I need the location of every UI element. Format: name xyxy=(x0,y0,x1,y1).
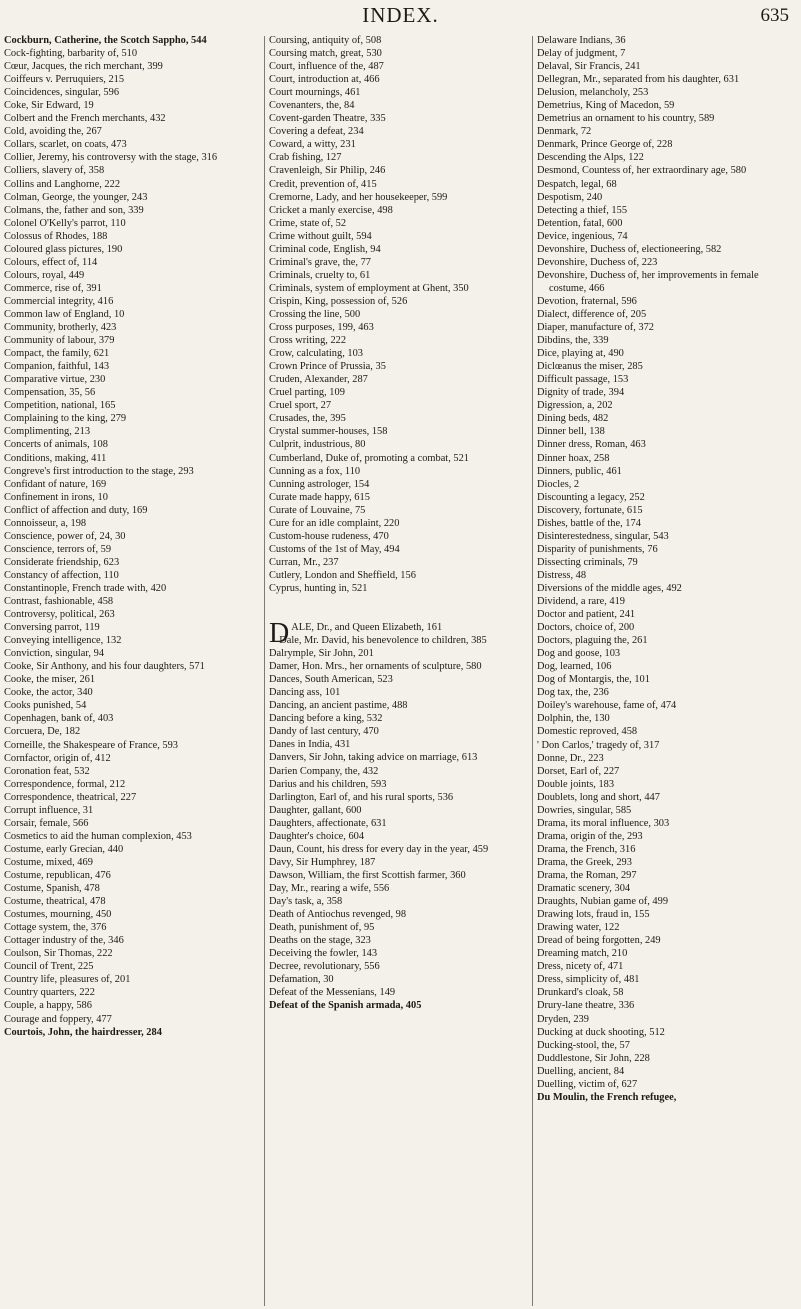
index-entry: Dinner bell, 138 xyxy=(537,426,605,438)
index-entry: Doctors, choice of, 200 xyxy=(537,622,635,634)
index-entry: Dancing, an ancient pastime, 488 xyxy=(269,700,408,712)
index-entry: Dandy of last century, 470 xyxy=(269,726,379,738)
index-entry: Duelling, ancient, 84 xyxy=(537,1065,625,1077)
index-entry: Costumes, mourning, 450 xyxy=(4,909,112,921)
index-entry: Diocles, 2 xyxy=(537,478,580,490)
index-entry: Compensation, 35, 56 xyxy=(4,387,96,399)
index-entry: Criminals, system of employment at Ghent, 350 xyxy=(269,282,469,294)
index-entry: Dining beds, 482 xyxy=(537,413,609,425)
index-entry: Dialect, difference of, 205 xyxy=(537,308,647,320)
index-entry: Cottage system, the, 376 xyxy=(4,922,107,934)
index-entry: Danvers, Sir John, taking advice on marriage, 613 xyxy=(269,752,478,764)
index-entry: Crime without guilt, 594 xyxy=(269,230,372,242)
index-entry: Devonshire, Duchess of, electioneering, 582 xyxy=(537,243,722,255)
index-entry: Criminals, cruelty to, 61 xyxy=(269,269,371,281)
index-entry: Devonshire, Duchess of, 223 xyxy=(537,256,658,268)
index-entry: Costume, mixed, 469 xyxy=(4,856,93,868)
index-entry: Credit, prevention of, 415 xyxy=(269,178,377,190)
index-entry: Deceiving the fowler, 143 xyxy=(269,948,378,960)
index-entry: Community, brotherly, 423 xyxy=(4,322,117,334)
page-title: INDEX. xyxy=(362,3,439,27)
index-entry: Dancing before a king, 532 xyxy=(269,713,383,725)
index-entry: Cumberland, Duke of, promoting a combat, 521 xyxy=(269,452,469,464)
index-entry: Corcuera, De, 182 xyxy=(4,726,81,738)
page-number: 635 xyxy=(760,5,789,26)
index-entry: Darien Company, the, 432 xyxy=(269,765,379,777)
index-entry: Correspondence, formal, 212 xyxy=(4,778,126,790)
index-entry: Crispin, King, possession of, 526 xyxy=(269,295,408,307)
index-entry: Cœur, Jacques, the rich merchant, 399 xyxy=(4,61,163,73)
index-entry: Court, influence of the, 487 xyxy=(269,61,384,73)
index-entry: Connoisseur, a, 198 xyxy=(4,517,87,529)
index-entry: Coursing match, great, 530 xyxy=(269,48,382,60)
index-entry: Drama, the French, 316 xyxy=(537,843,636,855)
index-entry: Colliers, slavery of, 358 xyxy=(4,165,105,177)
index-entry: Conviction, singular, 94 xyxy=(4,648,105,660)
index-entry: Drama, its moral influence, 303 xyxy=(537,817,670,829)
index-entry: Constantinople, French trade with, 420 xyxy=(4,582,167,594)
index-entry: Concerts of animals, 108 xyxy=(4,439,108,451)
index-entry: Dread of being forgotten, 249 xyxy=(537,935,661,947)
index-entry: Devonshire, Duchess of, her improvements in female costume, 466 xyxy=(537,269,759,294)
index-entry: Complimenting, 213 xyxy=(4,426,91,438)
index-entry: Duelling, victim of, 627 xyxy=(537,1078,638,1090)
index-entry: Drama, the Greek, 293 xyxy=(537,856,632,868)
index-entry: Cure for an idle complaint, 220 xyxy=(269,517,400,529)
index-entry: Crown Prince of Prussia, 35 xyxy=(269,361,386,373)
column-divider xyxy=(264,36,265,1306)
index-entry: Dignity of trade, 394 xyxy=(537,387,625,399)
index-entry: Diaper, manufacture of, 372 xyxy=(537,322,655,334)
index-entry: Doctor and patient, 241 xyxy=(537,609,636,621)
index-entry: Dog tax, the, 236 xyxy=(537,687,609,699)
index-entry: Decree, revolutionary, 556 xyxy=(269,961,380,973)
index-entry: Delusion, melancholy, 253 xyxy=(537,87,649,99)
index-entry: Cruden, Alexander, 287 xyxy=(269,374,368,386)
index-entry: Dreaming match, 210 xyxy=(537,948,628,960)
index-entry: Diversions of the middle ages, 492 xyxy=(537,582,682,594)
index-column-1 xyxy=(4,34,258,1039)
index-entry: Considerate friendship, 623 xyxy=(4,556,120,568)
index-entry: Digression, a, 202 xyxy=(537,400,613,412)
index-entry: Doiley's warehouse, fame of, 474 xyxy=(537,700,677,712)
index-entry: Dalrymple, Sir John, 201 xyxy=(269,648,374,660)
index-entry: Cyprus, hunting in, 521 xyxy=(269,582,368,594)
index-entry: Drury-lane theatre, 336 xyxy=(537,1000,635,1012)
index-entry: Cooke, the miser, 261 xyxy=(4,674,96,686)
index-entry: Customs of the 1st of May, 494 xyxy=(269,543,400,555)
index-entry: Denmark, 72 xyxy=(537,126,592,138)
index-entry: Detecting a thief, 155 xyxy=(537,204,628,216)
index-entry: Davy, Sir Humphrey, 187 xyxy=(269,856,376,868)
index-entry: Cremorne, Lady, and her housekeeper, 599 xyxy=(269,191,448,203)
index-entry: Du Moulin, the French refugee, xyxy=(537,1091,677,1103)
index-entry: Cooks punished, 54 xyxy=(4,700,87,712)
index-entry: Defeat of the Spanish armada, 405 xyxy=(269,1000,422,1012)
index-entry: Dog, learned, 106 xyxy=(537,661,612,673)
index-entry: Covering a defeat, 234 xyxy=(269,126,364,138)
index-entry: Day, Mr., rearing a wife, 556 xyxy=(269,882,390,894)
index-entry: Coiffeurs v. Perruquiers, 215 xyxy=(4,74,125,86)
index-entry: Conscience, power of, 24, 30 xyxy=(4,530,126,542)
index-entry: Coward, a witty, 231 xyxy=(269,139,356,151)
index-entry: Cooke, the actor, 340 xyxy=(4,687,93,699)
index-entry: Dorset, Earl of, 227 xyxy=(537,765,620,777)
index-entry: Curate made happy, 615 xyxy=(269,491,370,503)
index-entry: Doctors, plaguing the, 261 xyxy=(537,635,648,647)
index-entry: Coloured glass pictures, 190 xyxy=(4,243,123,255)
index-entry: Collier, Jeremy, his controversy with the stage, 316 xyxy=(4,152,218,164)
index-entry: Ducking-stool, the, 57 xyxy=(537,1039,630,1051)
index-entry: Daughter, gallant, 600 xyxy=(269,804,362,816)
index-entry: Duddlestone, Sir John, 228 xyxy=(537,1052,650,1064)
index-entry: Despotism, 240 xyxy=(537,191,603,203)
index-entry: Drunkard's cloak, 58 xyxy=(537,987,624,999)
index-entry: Costume, theatrical, 478 xyxy=(4,896,106,908)
index-entry: Covenanters, the, 84 xyxy=(269,100,355,112)
index-entry: Coursing, antiquity of, 508 xyxy=(269,35,382,46)
index-entry: Discovery, fortunate, 615 xyxy=(537,504,643,516)
index-entry: Costume, Spanish, 478 xyxy=(4,883,100,895)
index-entry: Disinterestedness, singular, 543 xyxy=(537,530,669,542)
index-entry: Dancing ass, 101 xyxy=(269,687,341,699)
index-entry: Donne, Dr., 223 xyxy=(537,752,604,764)
index-entry: Cock-fighting, barbarity of, 510 xyxy=(4,48,138,60)
index-entry: Competition, national, 165 xyxy=(4,400,116,412)
index-entry: Complaining to the king, 279 xyxy=(4,413,127,425)
index-entry: Curate of Louvaine, 75 xyxy=(269,504,366,516)
index-entry: Cravenleigh, Sir Philip, 246 xyxy=(269,165,386,177)
index-entry: Coulson, Sir Thomas, 222 xyxy=(4,948,113,960)
index-entry: Denmark, Prince George of, 228 xyxy=(537,139,673,151)
index-column-3 xyxy=(537,34,793,1104)
index-entry: Dawson, William, the first Scottish farmer, 360 xyxy=(269,869,466,881)
index-entry: Colman, George, the younger, 243 xyxy=(4,191,148,203)
index-entry: Covent-garden Theatre, 335 xyxy=(269,113,386,125)
index-entry: Cutlery, London and Sheffield, 156 xyxy=(269,569,416,581)
index-entry: Custom-house rudeness, 470 xyxy=(269,530,389,542)
index-entry: Drama, the Roman, 297 xyxy=(537,870,637,881)
index-entry: Dowries, singular, 585 xyxy=(537,804,632,816)
index-entry: Couple, a happy, 586 xyxy=(4,1000,92,1012)
index-entry: Disparity of punishments, 76 xyxy=(537,543,658,555)
index-entry: Cross writing, 222 xyxy=(269,335,347,347)
index-entry: Drama, origin of the, 293 xyxy=(537,830,643,842)
index-entry: Darlington, Earl of, and his rural sports, 536 xyxy=(269,791,454,803)
d-section-first-entry-text: ALE, Dr., and Queen Elizabeth, 161 xyxy=(291,622,443,634)
index-entry: Dinners, public, 461 xyxy=(537,465,622,477)
index-entry: Conditions, making, 411 xyxy=(4,452,107,464)
index-entry: Ducking at duck shooting, 512 xyxy=(537,1026,665,1038)
index-entry: Corrupt influence, 31 xyxy=(4,804,94,816)
index-entry: Cottager industry of the, 346 xyxy=(4,935,124,947)
index-entry: Community of labour, 379 xyxy=(4,335,115,347)
index-entry: Courage and foppery, 477 xyxy=(4,1013,112,1025)
index-entry: Conveying intelligence, 132 xyxy=(4,635,122,647)
index-entry: Demetrius, King of Macedon, 59 xyxy=(537,100,675,112)
index-entry: Congreve's first introduction to the stage, 293 xyxy=(4,465,194,477)
index-entry: Conversing parrot, 119 xyxy=(4,622,100,634)
index-entry: Devotion, fraternal, 596 xyxy=(537,295,637,307)
index-entry: Criminal's grave, the, 77 xyxy=(269,256,372,268)
index-entry: Compact, the family, 621 xyxy=(4,348,110,360)
section-gap xyxy=(269,608,527,621)
index-entry: Colbert and the French merchants, 432 xyxy=(4,113,166,125)
index-entry: Corsair, female, 566 xyxy=(4,817,89,829)
index-entry: Council of Trent, 225 xyxy=(4,961,94,973)
index-entry: Coke, Sir Edward, 19 xyxy=(4,100,94,112)
index-entry: Dress, nicety of, 471 xyxy=(537,961,624,973)
index-entry: Desmond, Countess of, her extraordinary age, 580 xyxy=(537,165,747,177)
index-entry: Colours, royal, 449 xyxy=(4,269,85,281)
index-entry: Coronation feat, 532 xyxy=(4,765,90,777)
index-entry: Criminal code, English, 94 xyxy=(269,243,381,255)
index-entry: Draughts, Nubian game of, 499 xyxy=(537,896,669,908)
index-entry: Cooke, Sir Anthony, and his four daughters, 571 xyxy=(4,661,205,673)
index-entry: Cunning as a fox, 110 xyxy=(269,465,361,477)
index-entry: Colmans, the, father and son, 339 xyxy=(4,204,144,216)
index-entry: Delay of judgment, 7 xyxy=(537,48,626,60)
index-entry: Dissecting criminals, 79 xyxy=(537,556,638,568)
index-entry: Cunning astrologer, 154 xyxy=(269,478,370,490)
index-entry: Curran, Mr., 237 xyxy=(269,556,339,568)
index-entry: Danes in India, 431 xyxy=(269,739,351,751)
index-entry: Courtois, John, the hairdresser, 284 xyxy=(4,1026,162,1038)
index-entry: Dale, Mr. David, his benevolence to children, 385 xyxy=(279,635,487,647)
index-entry: Court mournings, 461 xyxy=(269,87,361,99)
index-entry: Daun, Count, his dress for every day in the year, 459 xyxy=(269,843,489,855)
index-entry: Court, introduction at, 466 xyxy=(269,74,380,86)
index-entry: Detention, fatal, 600 xyxy=(537,217,623,229)
index-entry: ' Don Carlos,' tragedy of, 317 xyxy=(537,739,660,751)
index-entry: Confidant of nature, 169 xyxy=(4,478,107,490)
index-entry: Diclœanus the miser, 285 xyxy=(537,361,643,373)
index-entry: Death, punishment of, 95 xyxy=(269,922,375,934)
index-entry: Crystal summer-houses, 158 xyxy=(269,426,388,438)
index-entry: Cruel sport, 27 xyxy=(269,400,332,412)
index-entry: Delaware Indians, 36 xyxy=(537,35,626,46)
index-entry: Day's task, a, 358 xyxy=(269,896,343,907)
index-entry: Cold, avoiding the, 267 xyxy=(4,126,102,138)
index-entry: Domestic reproved, 458 xyxy=(537,726,638,738)
index-entry: Cruel parting, 109 xyxy=(269,387,345,399)
index-entry: Cockburn, Catherine, the Scotch Sappho, 544 xyxy=(4,35,207,46)
index-entry: Demetrius an ornament to his country, 589 xyxy=(537,113,715,125)
index-entry: Dellegran, Mr., separated from his daughter, 631 xyxy=(537,74,740,86)
index-entry: Dryden, 239 xyxy=(537,1013,589,1025)
index-entry: Culprit, industrious, 80 xyxy=(269,439,366,451)
index-entry: Country life, pleasures of, 201 xyxy=(4,974,131,986)
index-entry: Correspondence, theatrical, 227 xyxy=(4,791,137,803)
index-entry: Coincidences, singular, 596 xyxy=(4,87,120,99)
index-entry: Cosmetics to aid the human complexion, 453 xyxy=(4,830,192,842)
column-divider xyxy=(532,36,533,1306)
index-entry: Daughter's choice, 604 xyxy=(269,830,365,842)
index-entry: Costume, early Grecian, 440 xyxy=(4,843,124,855)
index-entry: Crime, state of, 52 xyxy=(269,217,347,229)
index-entry: Crossing the line, 500 xyxy=(269,308,361,320)
index-entry: Colonel O'Kelly's parrot, 110 xyxy=(4,217,126,229)
index-entry: Dividend, a rare, 419 xyxy=(537,596,626,608)
index-entry: Darius and his children, 593 xyxy=(269,778,387,790)
index-entry: Colossus of Rhodes, 188 xyxy=(4,230,108,242)
index-entry: Dinner dress, Roman, 463 xyxy=(537,439,646,451)
index-entry: Device, ingenious, 74 xyxy=(537,230,628,242)
index-entry: Daughters, affectionate, 631 xyxy=(269,817,387,829)
index-entry: Commercial integrity, 416 xyxy=(4,295,114,307)
index-entry: Costume, republican, 476 xyxy=(4,870,111,881)
index-entry: Drawing lots, fraud in, 155 xyxy=(537,909,650,921)
index-entry: Crusades, the, 395 xyxy=(269,413,346,425)
index-entry: Collins and Langhorne, 222 xyxy=(4,178,121,190)
index-entry: Difficult passage, 153 xyxy=(537,374,629,386)
index-entry: Discounting a legacy, 252 xyxy=(537,491,645,503)
index-entry: Crow, calculating, 103 xyxy=(269,348,363,360)
index-entry: Colours, effect of, 114 xyxy=(4,256,98,268)
index-entry: Cross purposes, 199, 463 xyxy=(269,322,374,334)
index-entry: Cornfactor, origin of, 412 xyxy=(4,752,111,764)
index-entry: Descending the Alps, 122 xyxy=(537,152,644,164)
index-entry: Despatch, legal, 68 xyxy=(537,178,617,190)
index-entry: Dog and goose, 103 xyxy=(537,648,621,660)
index-column-2-c-entries xyxy=(269,34,527,595)
index-entry: Doublets, long and short, 447 xyxy=(537,791,660,803)
index-entry: Dinner hoax, 258 xyxy=(537,452,610,464)
index-entry: Constancy of affection, 110 xyxy=(4,569,119,581)
index-entry: Distress, 48 xyxy=(537,569,587,581)
index-entry: Contrast, fashionable, 458 xyxy=(4,596,114,608)
index-entry: Dances, South American, 523 xyxy=(269,674,393,686)
index-entry: Dibdins, the, 339 xyxy=(537,335,609,347)
index-entry: Dishes, battle of the, 174 xyxy=(537,517,641,529)
index-entry: Copenhagen, bank of, 403 xyxy=(4,713,114,725)
index-entry: Controversy, political, 263 xyxy=(4,609,115,621)
index-entry: Double joints, 183 xyxy=(537,778,615,790)
section-gap xyxy=(269,595,527,608)
index-column-2 xyxy=(269,34,527,1012)
index-entry: Defeat of the Messenians, 149 xyxy=(269,987,396,999)
index-entry: Defamation, 30 xyxy=(269,974,334,986)
index-entry: Conflict of affection and duty, 169 xyxy=(4,504,148,516)
index-entry: Delaval, Sir Francis, 241 xyxy=(537,61,641,73)
index-entry: Companion, faithful, 143 xyxy=(4,361,110,373)
index-entry: Death of Antiochus revenged, 98 xyxy=(269,909,407,921)
index-entry: Common law of England, 10 xyxy=(4,308,125,320)
index-entry: Collars, scarlet, on coats, 473 xyxy=(4,139,127,151)
index-entry: Drawing water, 122 xyxy=(537,922,620,934)
index-entry: Cricket a manly exercise, 498 xyxy=(269,204,393,216)
index-entry: Comparative virtue, 230 xyxy=(4,374,106,386)
index-entry: Conscience, terrors of, 59 xyxy=(4,543,112,555)
index-entry: Dramatic scenery, 304 xyxy=(537,883,631,895)
index-entry: Damer, Hon. Mrs., her ornaments of sculpture, 580 xyxy=(269,661,482,673)
index-entry: Commerce, rise of, 391 xyxy=(4,282,102,294)
index-entry: Dog of Montargis, the, 101 xyxy=(537,674,650,686)
index-entry: Confinement in irons, 10 xyxy=(4,491,108,503)
index-entry: Country quarters, 222 xyxy=(4,987,95,999)
index-entry: Dress, simplicity of, 481 xyxy=(537,974,640,986)
drop-cap-letter: D xyxy=(269,618,290,650)
index-entry: Corneille, the Shakespeare of France, 593 xyxy=(4,739,178,751)
index-entry: Crab fishing, 127 xyxy=(269,152,342,164)
index-column-2-d-entries xyxy=(269,634,527,1012)
index-entry: Dolphin, the, 130 xyxy=(537,713,610,725)
index-entry: Dice, playing at, 490 xyxy=(537,348,624,360)
index-entry: Deaths on the stage, 323 xyxy=(269,935,371,947)
